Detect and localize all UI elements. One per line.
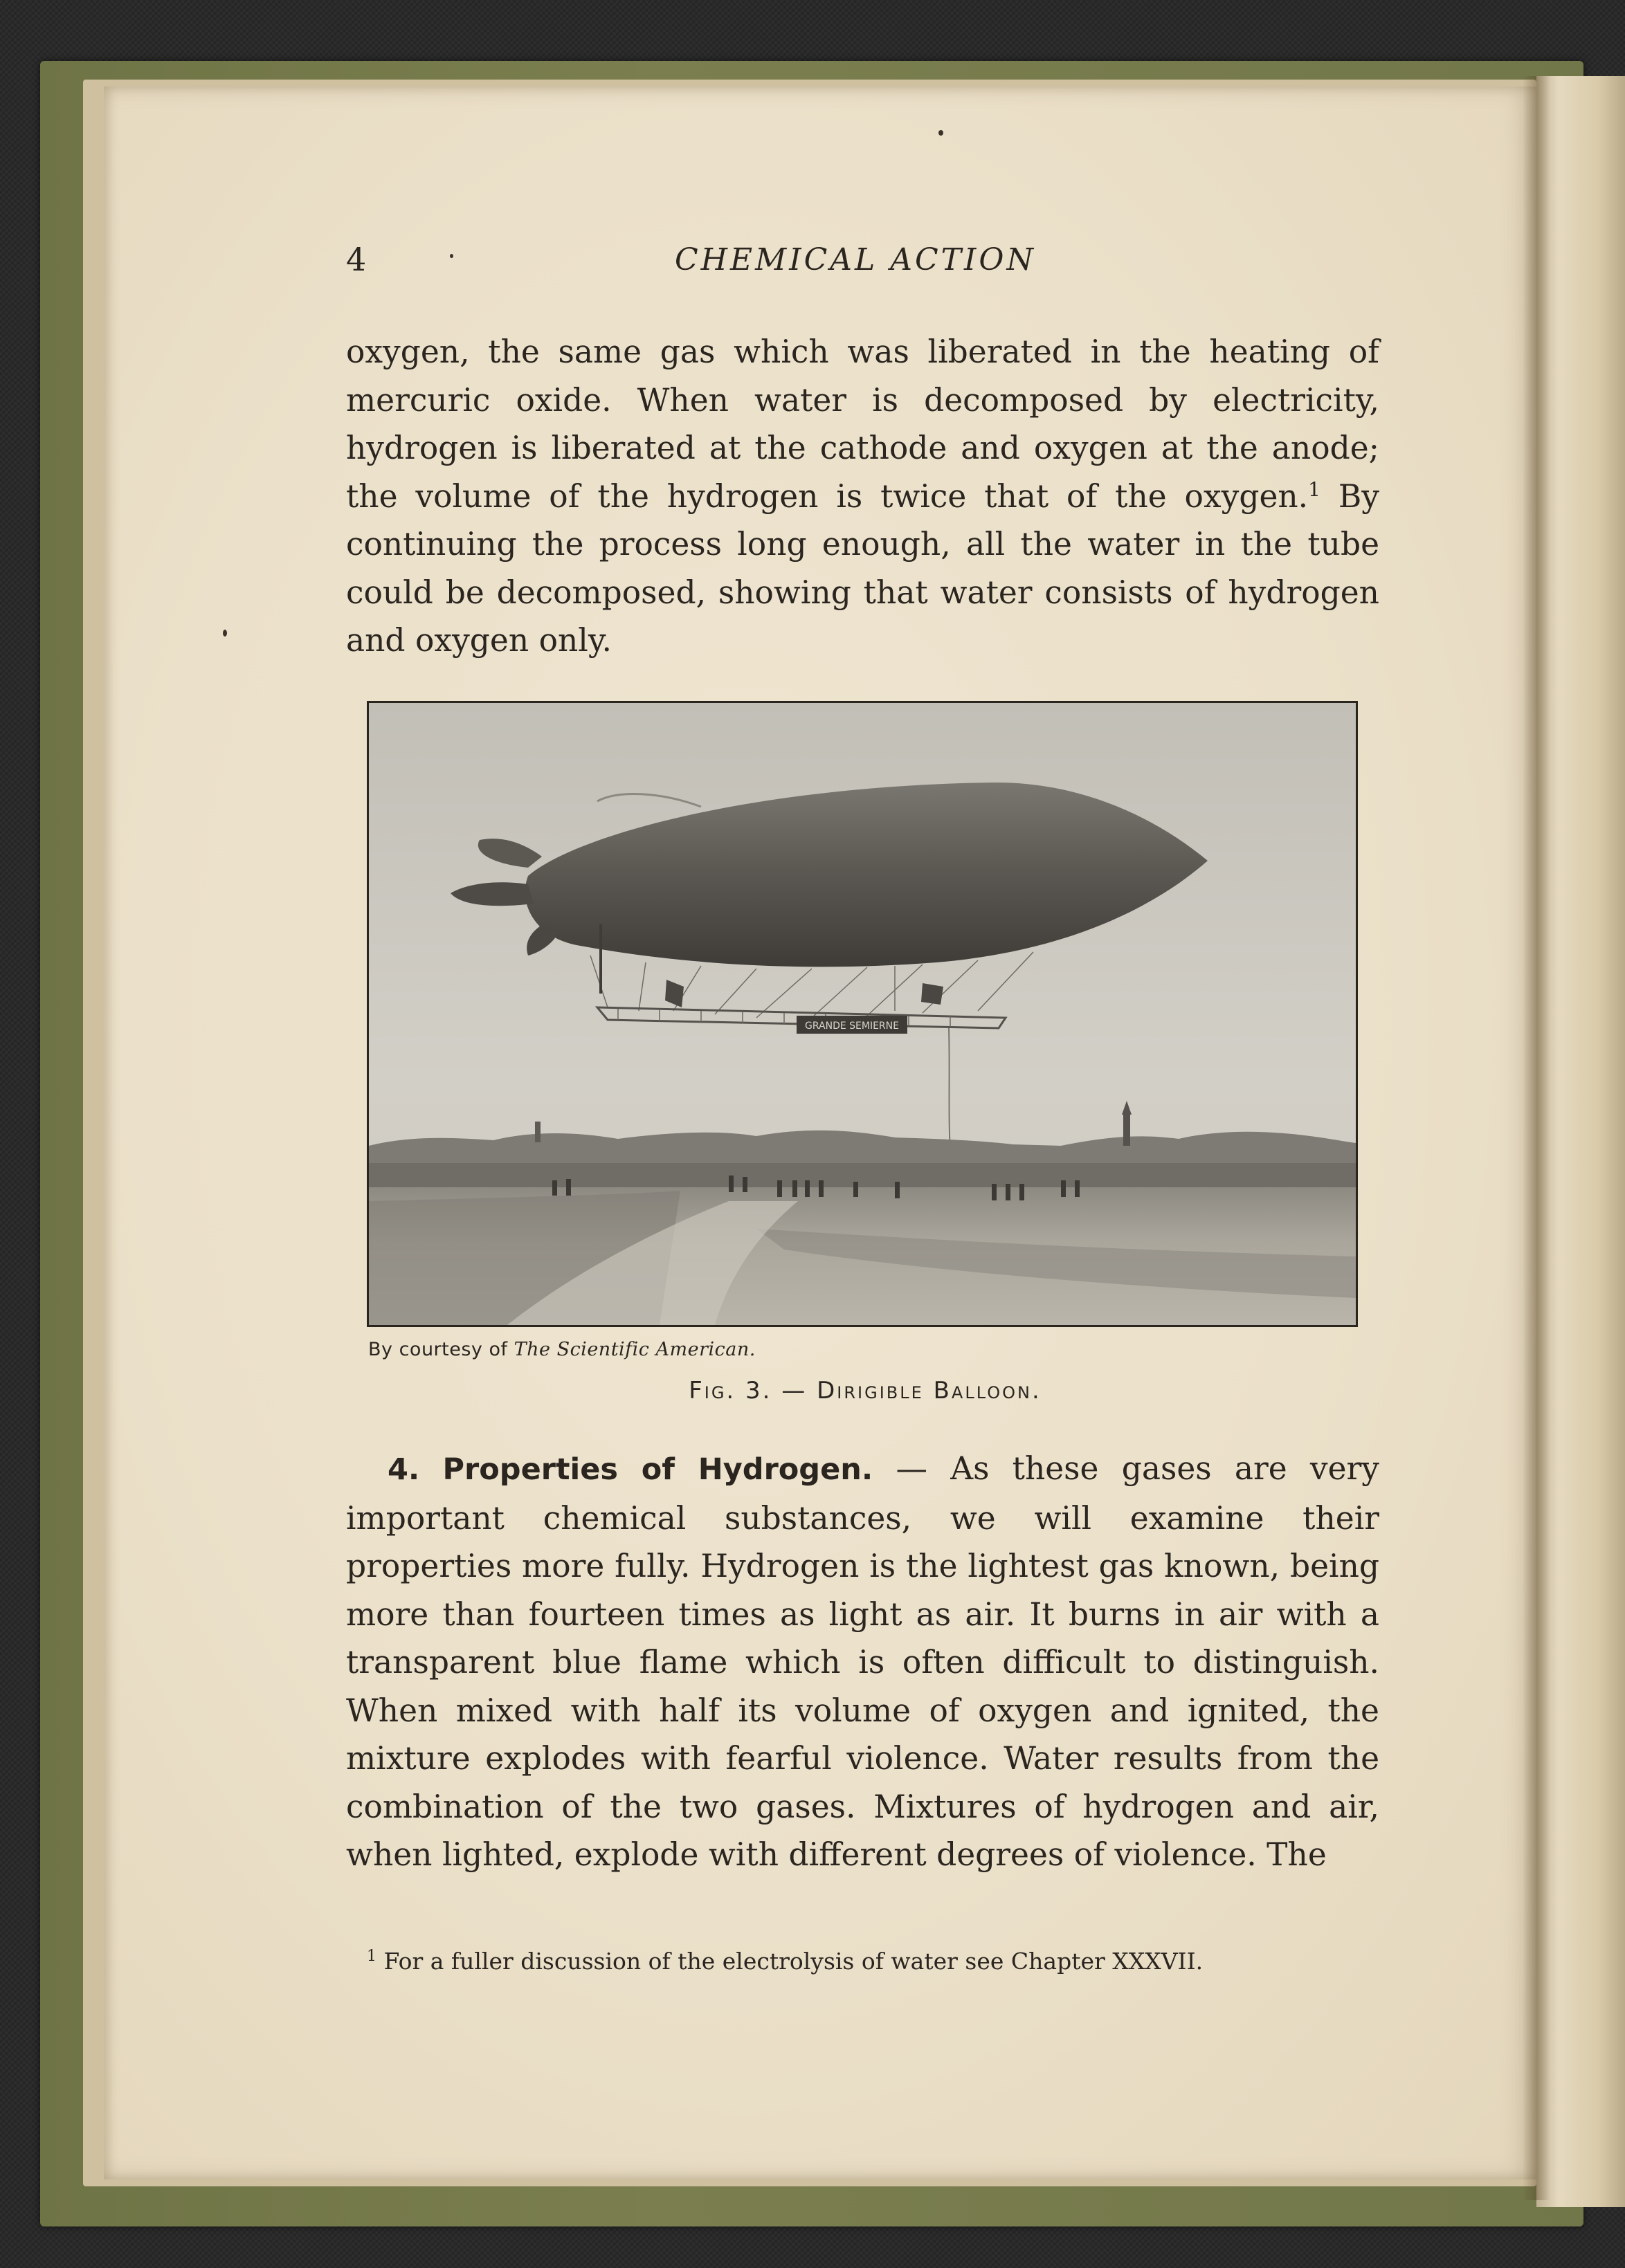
section-title: Properties of Hydrogen. [442, 1452, 873, 1487]
figure-caption: Fig. 3. — Dirigible Balloon. [689, 1377, 1042, 1405]
body-paragraph-1 [346, 328, 1379, 665]
footnote [367, 1948, 1203, 1975]
paper-speck [223, 630, 227, 637]
figure-photo [367, 701, 1358, 1327]
credit-prefix: By courtesy of [368, 1339, 508, 1360]
figure-credit [368, 1339, 756, 1360]
credit-source: The Scientific American. [514, 1339, 756, 1360]
page-number: 4 [346, 241, 367, 278]
body-paragraph-2 [346, 1445, 1379, 1879]
gondola-lettering: GRANDE SEMIERNE [805, 1021, 899, 1032]
dirigible-balloon-photo [369, 703, 1356, 1325]
page-gutter [1523, 76, 1550, 2200]
paragraph-text: By continuing the process long enough, all the water in the tube could be decomposed, showing that water consists of hydrogen and oxygen only. [346, 477, 1379, 659]
footnote-marker: 1 [367, 1948, 376, 1965]
page-header [346, 241, 1384, 282]
section-number: 4. [388, 1452, 420, 1487]
paragraph-text: — As these gases are very important chemical substances, we will examine their properties more fully. Hydrogen is the lightest gas known, being more than fourteen times as light as air. It burns in air with a transparent blue flame which is often difficult to distinguish. When mixed with half its volume of oxygen and ignited, the mixture explodes with fearful violence. Water results from the combination of the two gases. Mixtures of hydrogen and air, when lighted, explode with different degrees of violence. The [346, 1450, 1379, 1873]
paper-speck [938, 130, 943, 136]
paragraph-text: oxygen, the same gas which was liberated in the heating of mercuric oxide. When water is decomposed by electricity, hydrogen is liberated at the cathode and oxygen at the anode; the volume of the hydrogen is twice that of the oxygen. [346, 333, 1379, 515]
footnote-text: For a fuller discussion of the electrolysis of water see Chapter XXXVII. [383, 1948, 1204, 1975]
running-head: CHEMICAL ACTION [675, 242, 1036, 277]
footnote-reference[interactable]: 1 [1308, 477, 1320, 501]
